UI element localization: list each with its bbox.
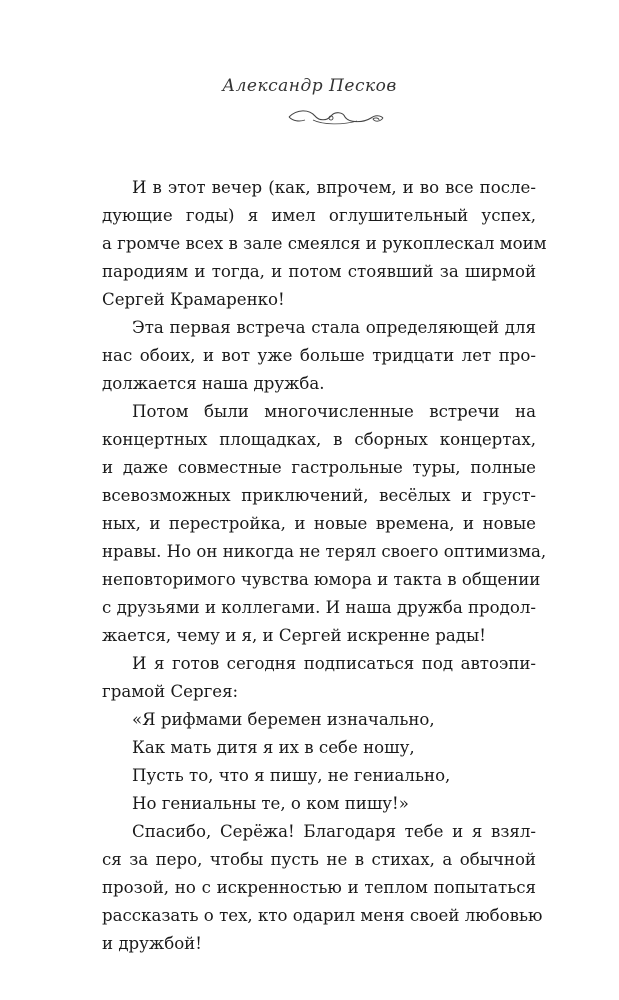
text-line: жается, чему и я, и Сергей искренне рады! [102,626,486,645]
text-line: нас обоих, и вот уже больше тридцати лет про- [102,346,536,365]
page-body-text [102,174,547,958]
text-line: Спасибо, Серёжа! Благодаря тебе и я взял- [132,822,536,841]
flourish-ornament-icon [283,106,387,128]
verse-line: «Я рифмами беремен изначально, [132,710,435,729]
text-line: пародиям и тогда, и потом стоявший за ширмой [102,262,536,281]
verse-line: Но гениальны те, о ком пишу!» [132,794,409,813]
text-line: И в этот вечер (как, впрочем, и во все после- [132,178,536,197]
text-line: рассказать о тех, кто одарил меня своей любовью [102,906,543,925]
text-line: прозой, но с искренностью и теплом попытаться [102,878,536,897]
text-line: И я готов сегодня подписаться под автоэпи- [132,654,536,673]
text-line: ных, и перестройка, и новые времена, и новые [102,514,536,533]
text-line: должается наша дружба. [102,374,325,393]
text-line: с друзьями и коллегами. И наша дружба продол- [102,598,537,617]
text-line: нравы. Но он никогда не терял своего оптимизма, [102,542,547,561]
text-line: и даже совместные гастрольные туры, полные [102,458,536,477]
text-line: грамой Сергея: [102,682,239,701]
text-line: дующие годы) я имел оглушительный успех, [102,206,536,225]
text-line: и дружбой! [102,934,202,953]
text-line: неповторимого чувства юмора и такта в общении [102,570,541,589]
verse-line: Как мать дитя я их в себе ношу, [132,738,415,757]
text-line: Потом были многочисленные встречи на [132,402,536,421]
text-line: Эта первая встреча стала определяющей для [132,318,536,337]
text-line: а громче всех в зале смеялся и рукоплескал моим [102,234,547,253]
text-line: ся за перо, чтобы пусть не в стихах, а обычной [102,850,536,869]
text-line: всевозможных приключений, весёлых и груст- [102,486,536,505]
text-line: Сергей Крамаренко! [102,290,285,309]
verse-line: Пусть то, что я пишу, не гениально, [132,766,451,785]
text-line: концертных площадках, в сборных концертах, [102,430,536,449]
running-head-author: Александр Песков [222,76,397,96]
